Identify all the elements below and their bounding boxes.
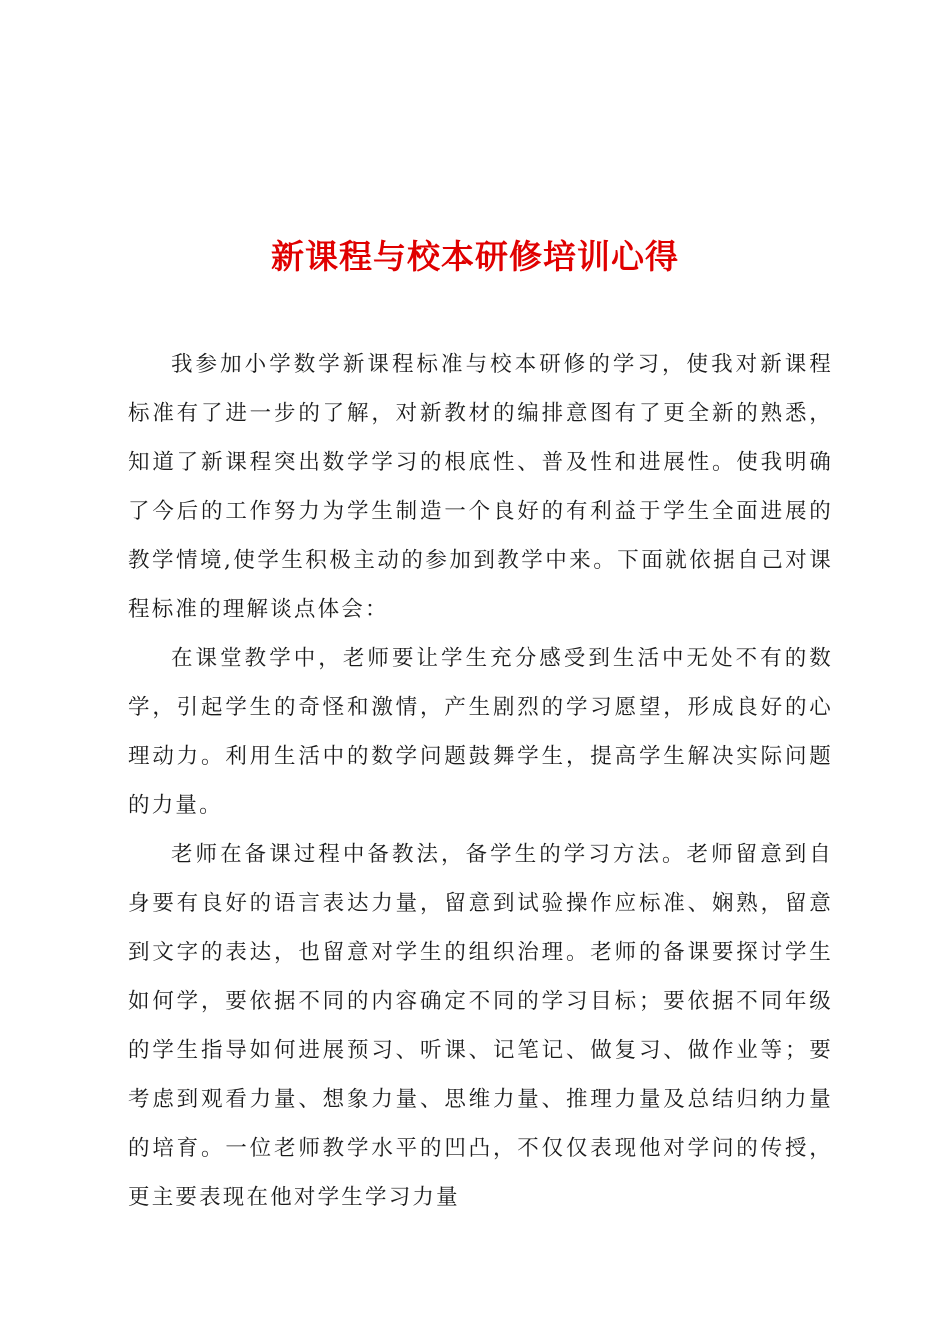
document-body <box>128 340 833 1222</box>
paragraph-3: 老师在备课过程中备教法，备学生的学习方法。老师留意到自身要有良好的语言表达力量，留意到试验操作应标准、娴熟，留意到文字的表达，也留意对学生的组织治理。老师的备课要探讨学生如何学，要依据不同的内容确定不同的学习目标；要依据不同年级的学生指导如何进展预习、听课、记笔记、做复习、做作业等；要考虑到观看力量、想象力量、思维力量、推理力量及总结归纳力量的培育。一位老师教学水平的凹凸，不仅仅表现他对学问的传授，更主要表现在他对学生学习力量 <box>128 842 833 1210</box>
document-title: 新课程与校本研修培训心得 <box>271 237 679 277</box>
paragraph-1: 我参加小学数学新课程标准与校本研修的学习，使我对新课程标准有了进一步的了解，对新教材的编排意图有了更全新的熟悉，知道了新课程突出数学学习的根底性、普及性和进展性。使我明确了今后的工作努力为学生制造一个良好的有利益于学生全面进展的教学情境,使学生积极主动的参加到教学中来。下面就依据自己对课程标准的理解谈点体会： <box>128 352 833 622</box>
paragraph-2: 在课堂教学中，老师要让学生充分感受到生活中无处不有的数学，引起学生的奇怪和激情，产生剧烈的学习愿望，形成良好的心理动力。利用生活中的数学问题鼓舞学生，提高学生解决实际问题的力量。 <box>128 646 833 818</box>
